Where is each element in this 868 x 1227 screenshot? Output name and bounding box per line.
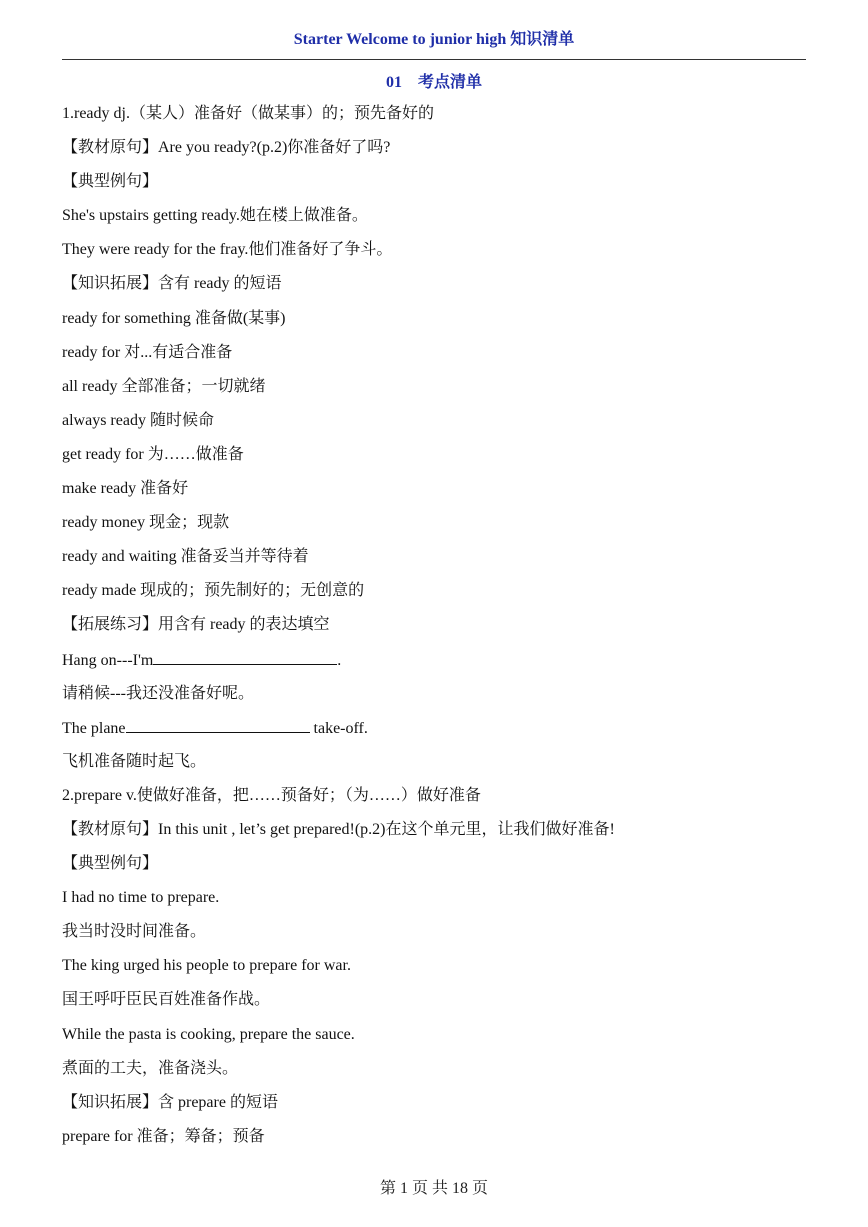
text-line: ready for 对...有适合准备 bbox=[62, 343, 233, 361]
text-line: 1.ready dj.（某人）准备好（做某事）的；预先备好的 bbox=[62, 105, 434, 122]
text-line: ready made 现成的；预先制好的；无创意的 bbox=[62, 582, 365, 600]
text-line: 我当时没时间准备。 bbox=[62, 923, 207, 941]
exercise-text: Hang on---I'm bbox=[62, 651, 154, 669]
text-line: I had no time to prepare. bbox=[62, 889, 220, 907]
page-number-footer: 第 1 页 共 18 页 bbox=[379, 1180, 488, 1197]
fill-in-blank[interactable] bbox=[153, 646, 337, 665]
text-line: ready for something 准备做(某事) bbox=[62, 309, 286, 327]
text-line: 2.prepare v.使做好准备，把……预备好；（为……）做好准备 bbox=[62, 786, 481, 804]
text-line: 飞机准备随时起飞。 bbox=[62, 752, 207, 770]
section-heading: 01 考点清单 bbox=[385, 74, 482, 91]
text-line: always ready 随时候命 bbox=[62, 411, 214, 429]
text-line: They were ready for the fray.他们准备好了争斗。 bbox=[62, 241, 393, 259]
exercise-text: The plane bbox=[62, 719, 126, 737]
text-line: 煮面的工夫，准备浇头。 bbox=[62, 1059, 239, 1077]
text-line: 请稍候---我还没准备好呢。 bbox=[62, 684, 254, 702]
text-line: 【拓展练习】用含有 ready 的表达填空 bbox=[62, 616, 330, 634]
text-line: 国王呼吁臣民百姓准备作战。 bbox=[62, 991, 271, 1009]
exercise-text: . bbox=[337, 651, 342, 669]
document-header-title: Starter Welcome to junior high 知识清单 bbox=[293, 31, 575, 48]
text-line: 【典型例句】 bbox=[62, 173, 159, 191]
text-line: 【教材原句】In this unit , let’s get prepared!(p.2)在这个单元里，让我们做好准备! bbox=[62, 820, 615, 838]
text-line: 【典型例句】 bbox=[62, 855, 159, 873]
fill-in-blank[interactable] bbox=[126, 714, 310, 733]
text-line: all ready 全部准备；一切就绪 bbox=[62, 377, 266, 395]
text-line: 【知识拓展】含有 ready 的短语 bbox=[62, 275, 282, 293]
document-body bbox=[62, 100, 822, 1157]
exercise-line bbox=[62, 646, 822, 680]
text-line: ready and waiting 准备妥当并等待着 bbox=[62, 548, 309, 566]
exercise-line bbox=[62, 714, 822, 748]
text-line: The king urged his people to prepare for war. bbox=[62, 957, 351, 975]
text-line: 【教材原句】Are you ready?(p.2)你准备好了吗? bbox=[62, 139, 391, 157]
text-line: make ready 准备好 bbox=[62, 480, 189, 498]
text-line: get ready for 为……做准备 bbox=[62, 445, 244, 463]
text-line: She's upstairs getting ready.她在楼上做准备。 bbox=[62, 207, 368, 225]
header-divider bbox=[62, 59, 806, 60]
text-line: ready money 现金；现款 bbox=[62, 514, 230, 532]
text-line: 【知识拓展】含 prepare 的短语 bbox=[62, 1093, 278, 1111]
text-line: prepare for 准备；筹备；预备 bbox=[62, 1127, 265, 1145]
text-line: While the pasta is cooking, prepare the sauce. bbox=[62, 1025, 355, 1043]
exercise-text: take-off. bbox=[309, 719, 368, 737]
